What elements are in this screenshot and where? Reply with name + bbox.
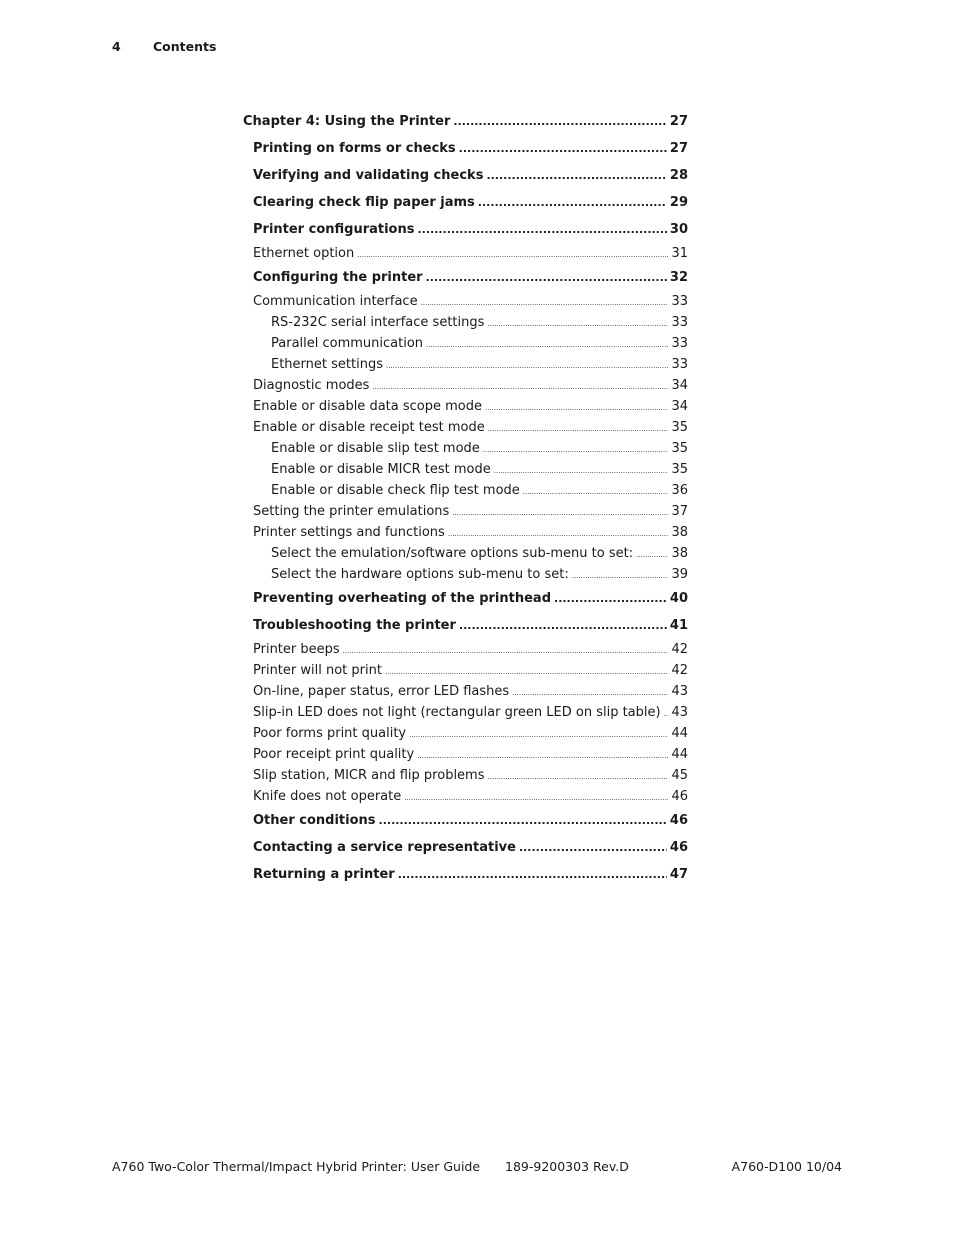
- toc-entry-title: Printing on forms or checks: [253, 141, 456, 156]
- toc-entry: [243, 522, 688, 543]
- toc-entry-page: 35: [671, 420, 688, 435]
- toc-entry-page: 34: [671, 399, 688, 414]
- toc-entry-title: Setting the printer emulations: [253, 504, 450, 519]
- toc-entry: [243, 765, 688, 786]
- section-title: Contents: [153, 39, 217, 54]
- toc-entry-title: Preventing overheating of the printhead: [253, 591, 552, 606]
- toc-entry-page: 29: [669, 195, 688, 210]
- dot-leader: [488, 419, 669, 440]
- toc-entry: [243, 396, 688, 417]
- dot-leader: [512, 683, 668, 704]
- toc-entry-title: Poor forms print quality: [253, 726, 407, 741]
- toc-entry: [243, 702, 688, 723]
- toc-entry: [243, 375, 688, 396]
- page-header: [112, 39, 216, 54]
- toc-entry-page: 35: [671, 462, 688, 477]
- toc-entry-page: 44: [671, 747, 688, 762]
- toc-entry-page: 32: [669, 270, 688, 285]
- toc-entry-title: RS-232C serial interface settings: [271, 315, 485, 330]
- dot-leader: [417, 746, 668, 767]
- dot-leader: [357, 245, 668, 266]
- toc-entry: [243, 681, 688, 702]
- toc-entry-page: 33: [671, 294, 688, 309]
- dot-leader: [485, 398, 668, 419]
- toc-entry: [243, 807, 688, 834]
- toc-entry: [243, 162, 688, 189]
- toc-entry: [243, 501, 688, 522]
- toc-entry: [243, 264, 688, 291]
- toc-entry-title: Enable or disable MICR test mode: [271, 462, 491, 477]
- toc-entry-page: 27: [669, 114, 688, 129]
- dot-leader: [519, 834, 667, 861]
- toc-entry: [243, 312, 688, 333]
- toc-entry-title: Troubleshooting the printer: [253, 618, 456, 633]
- dot-leader: [404, 788, 668, 809]
- toc-entry-title: Parallel communication: [271, 336, 424, 351]
- toc-entry-title: Knife does not operate: [253, 789, 402, 804]
- dot-leader: [636, 545, 668, 566]
- toc-entry: [243, 459, 688, 480]
- toc-entry-page: 44: [671, 726, 688, 741]
- toc-entry: [243, 543, 688, 564]
- toc-entry: [243, 564, 688, 585]
- toc-entry-title: Printer beeps: [253, 642, 340, 657]
- toc-entry-page: 46: [669, 840, 688, 855]
- toc-entry-title: Ethernet settings: [271, 357, 383, 372]
- dot-leader: [554, 585, 667, 612]
- toc-entry-page: 33: [671, 315, 688, 330]
- toc-entry-page: 36: [671, 483, 688, 498]
- dot-leader: [379, 807, 667, 834]
- toc-entry-page: 46: [671, 789, 688, 804]
- toc-entry-page: 42: [671, 663, 688, 678]
- toc-entry-title: Returning a printer: [253, 867, 395, 882]
- toc-entry-page: 33: [671, 336, 688, 351]
- toc-entry-page: 37: [671, 504, 688, 519]
- toc-entry-title: Select the emulation/software options sub-menu to set:: [271, 546, 634, 561]
- toc-entry-page: 47: [669, 867, 688, 882]
- toc-entry-title: Enable or disable data scope mode: [253, 399, 482, 414]
- toc-entry-title: Other conditions: [253, 813, 376, 828]
- toc-entry-title: Printer will not print: [253, 663, 382, 678]
- dot-leader: [426, 335, 668, 356]
- dot-leader: [523, 482, 669, 503]
- toc-entry-page: 30: [669, 222, 688, 237]
- dot-leader: [426, 264, 667, 291]
- toc-entry-title: Enable or disable receipt test mode: [253, 420, 485, 435]
- toc-entry-title: Slip station, MICR and flip problems: [253, 768, 485, 783]
- footer-doc-code: A760-D100 10/04: [731, 1159, 842, 1174]
- toc-entry-title: Enable or disable slip test mode: [271, 441, 480, 456]
- toc-entry-title: Ethernet option: [253, 246, 355, 261]
- toc-entry-page: 28: [669, 168, 688, 183]
- toc-entry-title: Slip-in LED does not light (rectangular green LED on slip table): [253, 705, 661, 720]
- dot-leader: [487, 314, 668, 335]
- toc-entry-title: Printer configurations: [253, 222, 415, 237]
- dot-leader: [572, 566, 669, 587]
- toc-entry: [243, 744, 688, 765]
- table-of-contents: [243, 108, 688, 888]
- toc-entry-title: Clearing check flip paper jams: [253, 195, 475, 210]
- toc-entry: [243, 660, 688, 681]
- toc-entry-title: Enable or disable check flip test mode: [271, 483, 520, 498]
- dot-leader: [459, 135, 667, 162]
- toc-entry-title: Printer settings and functions: [253, 525, 445, 540]
- dot-leader: [452, 503, 668, 524]
- toc-entry: [243, 834, 688, 861]
- toc-entry-title: Configuring the printer: [253, 270, 423, 285]
- dot-leader: [421, 293, 669, 314]
- toc-entry-page: 43: [671, 684, 688, 699]
- toc-entry-title: On-line, paper status, error LED flashes: [253, 684, 510, 699]
- dot-leader: [343, 641, 669, 662]
- toc-entry: [243, 135, 688, 162]
- toc-entry-page: 27: [669, 141, 688, 156]
- toc-entry: [243, 786, 688, 807]
- toc-entry: [243, 723, 688, 744]
- toc-entry-page: 39: [671, 567, 688, 582]
- toc-entry: [243, 438, 688, 459]
- toc-entry-title: Chapter 4: Using the Printer: [243, 114, 451, 129]
- toc-entry: [243, 639, 688, 660]
- toc-entry-page: 33: [671, 357, 688, 372]
- footer-part-number: 189-9200303 Rev.D: [505, 1159, 629, 1174]
- toc-entry-title: Communication interface: [253, 294, 418, 309]
- toc-entry-page: 40: [669, 591, 688, 606]
- toc-entry-page: 46: [669, 813, 688, 828]
- dot-leader: [385, 662, 669, 683]
- toc-entry-page: 38: [671, 546, 688, 561]
- toc-entry: [243, 189, 688, 216]
- toc-entry-title: Contacting a service representative: [253, 840, 516, 855]
- page-footer: [112, 1159, 842, 1179]
- toc-entry-title: Diagnostic modes: [253, 378, 370, 393]
- toc-entry: [243, 291, 688, 312]
- toc-entry: [243, 612, 688, 639]
- toc-entry-page: 38: [671, 525, 688, 540]
- dot-leader: [448, 524, 669, 545]
- toc-entry-title: Poor receipt print quality: [253, 747, 415, 762]
- dot-leader: [488, 767, 669, 788]
- toc-entry-page: 42: [671, 642, 688, 657]
- page-number: 4: [112, 39, 121, 54]
- dot-leader: [386, 356, 668, 377]
- toc-entry: [243, 417, 688, 438]
- dot-leader: [483, 440, 669, 461]
- dot-leader: [453, 108, 667, 135]
- dot-leader: [372, 377, 668, 398]
- toc-entry-page: 35: [671, 441, 688, 456]
- toc-entry: [243, 108, 688, 135]
- toc-entry: [243, 333, 688, 354]
- dot-leader: [417, 216, 666, 243]
- toc-entry-page: 43: [671, 705, 688, 720]
- dot-leader: [409, 725, 668, 746]
- dot-leader: [459, 612, 667, 639]
- toc-entry-page: 31: [671, 246, 688, 261]
- toc-entry-page: 45: [671, 768, 688, 783]
- toc-entry-page: 41: [669, 618, 688, 633]
- footer-title: A760 Two-Color Thermal/Impact Hybrid Printer: User Guide: [112, 1159, 481, 1174]
- dot-leader: [478, 189, 667, 216]
- toc-entry-title: Select the hardware options sub-menu to set:: [271, 567, 569, 582]
- toc-entry: [243, 861, 688, 888]
- toc-entry: [243, 243, 688, 264]
- dot-leader: [494, 461, 669, 482]
- toc-entry: [243, 354, 688, 375]
- dot-leader: [486, 162, 666, 189]
- toc-entry-title: Verifying and validating checks: [253, 168, 484, 183]
- dot-leader: [398, 861, 667, 888]
- toc-entry: [243, 585, 688, 612]
- toc-entry: [243, 480, 688, 501]
- toc-entry-page: 34: [671, 378, 688, 393]
- toc-entry: [243, 216, 688, 243]
